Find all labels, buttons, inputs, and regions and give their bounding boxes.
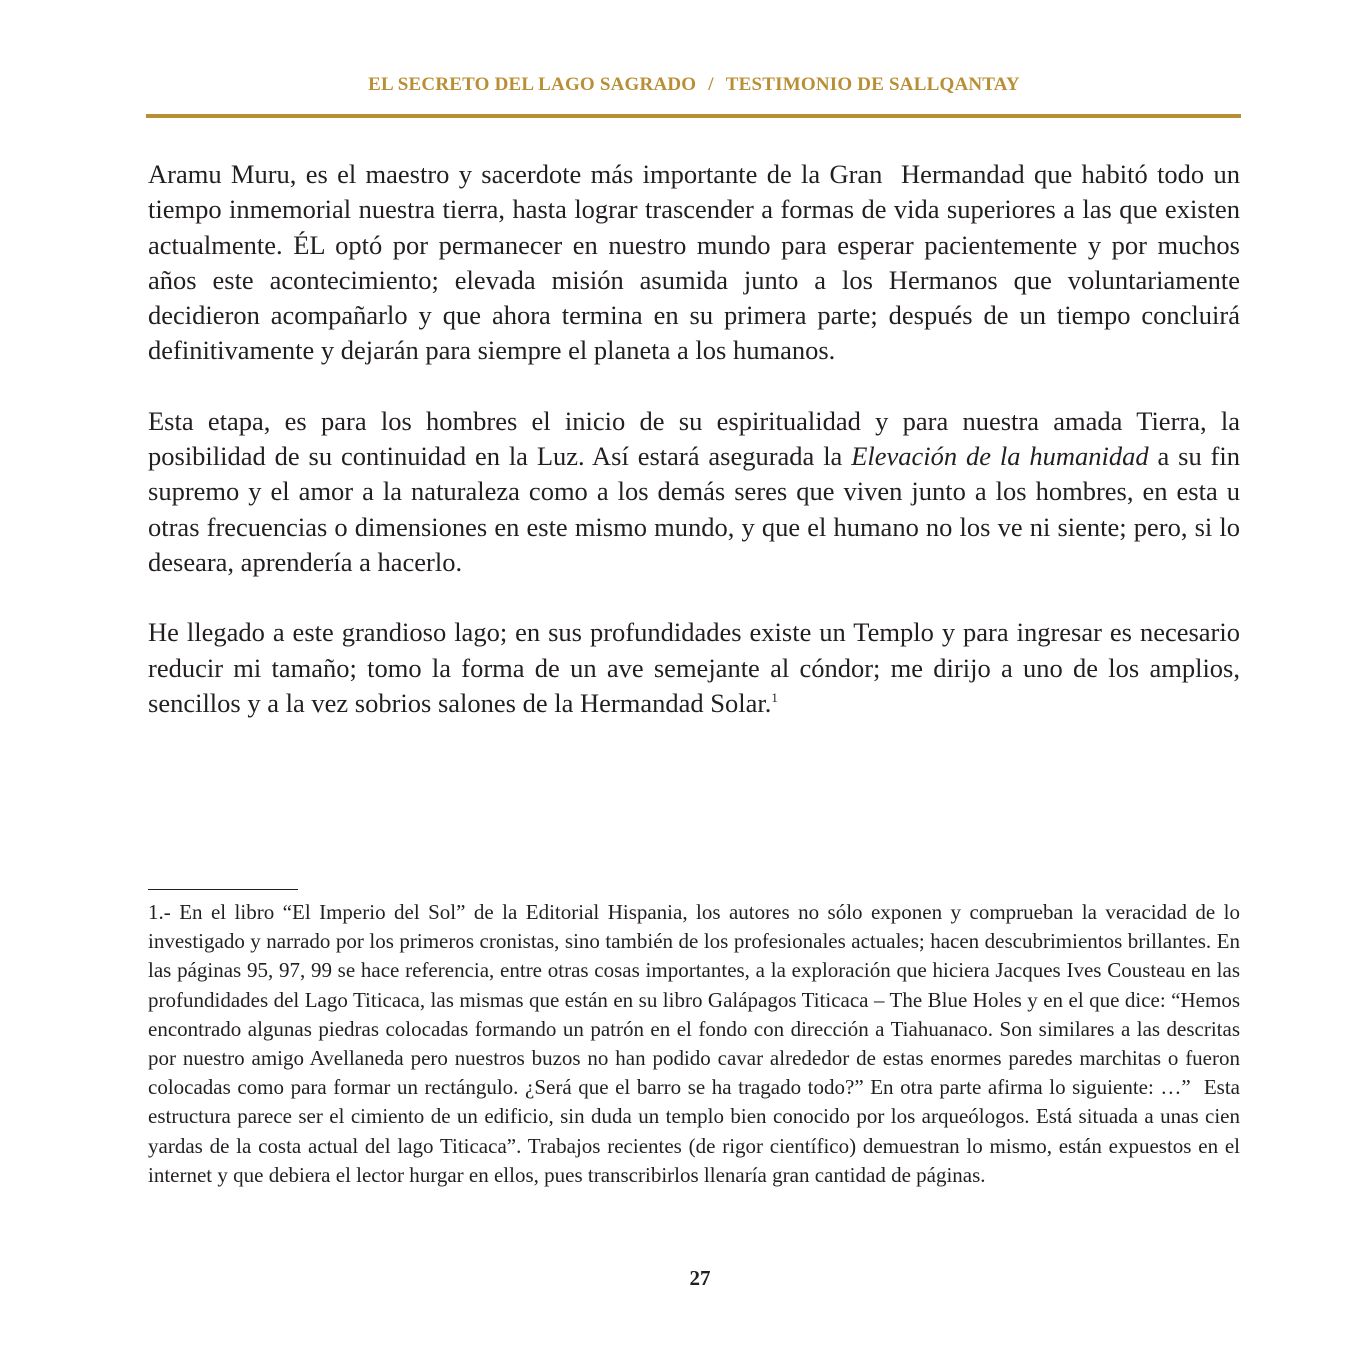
chapter-title: TESTIMONIO DE SALLQANTAY	[725, 74, 1020, 95]
header-separator: /	[708, 74, 714, 95]
footnote: 1.- En el libro “El Imperio del Sol” de la Editorial Hispania, los autores no sólo exponen y comprueban la veracidad de lo investigado y narrado por los primeros cronistas, sino también de los profesionales actuales; hacen descubrimientos brillantes. En las páginas 95, 97, 99 se hace referencia, entre otras cosas importantes, a la exploración que hiciera Jacques Ives Cousteau en las profundidades del Lago Titicaca, las mismas que están en su libro Galápagos Titicaca – The Blue Holes y en el que dice: “Hemos encontrado algunas piedras colocadas formando un patrón en el fondo con dirección a Tiahuanaco. Son similares a las descritas por nuestro amigo Avellaneda pero nuestros buzos no han podido cavar alrededor de estas enormes paredes marchitas o fueron colocadas como para formar un rectángulo. ¿Será que el barro se ha tragado todo?” En otra parte afirma lo siguiente: …” Esta estructura parece ser el cimiento de un edificio, sin duda un templo bien conocido por los arqueólogos. Está situada a unas cien yardas de la costa actual del lago Titicaca”. Trabajos recientes (de rigor científico) demuestran lo mismo, están expuestos en el internet y que debiera el lector hurgar en ellos, pues transcribirlos llenaría gran cantidad de páginas.	[148, 900, 1240, 1187]
footnote-rule	[148, 889, 298, 890]
paragraph-2-text-start: Esta etapa, es para los hombres el inicio de su espiritualidad y para nuestra amada Tierra, la posibilidad de su continuidad en la Luz. Así estará asegurada la	[148, 405, 1240, 472]
paragraph-2	[148, 404, 1240, 580]
footnote-reference: 1	[771, 690, 778, 706]
paragraph-3-text: He llegado a este grandioso lago; en sus profundidades existe un Templo y para ingresar es necesario reducir mi tamaño; tomo la forma de un ave semejante al cóndor; me dirijo a uno de los amplios, sencillos y a la vez sobrios salones de la Hermandad Solar.	[148, 617, 1240, 718]
paragraph-2-text-end: a su fin supremo y el amor a la naturaleza como a los demás seres que viven junto a los hombres, en esta u otras frecuencias o dimensiones en este mismo mundo, y que el humano no los ve ni siente; pero, si lo deseara, aprendería a hacerlo.	[148, 441, 1240, 577]
header-rule	[146, 114, 1241, 118]
running-header	[148, 74, 1240, 96]
paragraph-1: Aramu Muru, es el maestro y sacerdote más importante de la Gran Hermandad que habitó todo un tiempo inmemorial nuestra tierra, hasta lograr trascender a formas de vida superiores a las que existen actualmente. ÉL optó por permanecer en nuestro mundo para esperar pacientemente y por muchos años este acontecimiento; elevada misión asumida junto a los Hermanos que voluntariamente decidieron acompañarlo y que ahora termina en su primera parte; después de un tiempo concluirá definitivamente y dejarán para siempre el planeta a los humanos.	[148, 159, 1240, 366]
page-number: 27	[689, 1266, 711, 1290]
paragraph-2-italic-phrase: Elevación de la humanidad	[851, 441, 1149, 472]
book-title: EL SECRETO DEL LAGO SAGRADO	[368, 74, 697, 95]
body-text	[148, 157, 1240, 756]
paragraph-3	[148, 615, 1240, 721]
